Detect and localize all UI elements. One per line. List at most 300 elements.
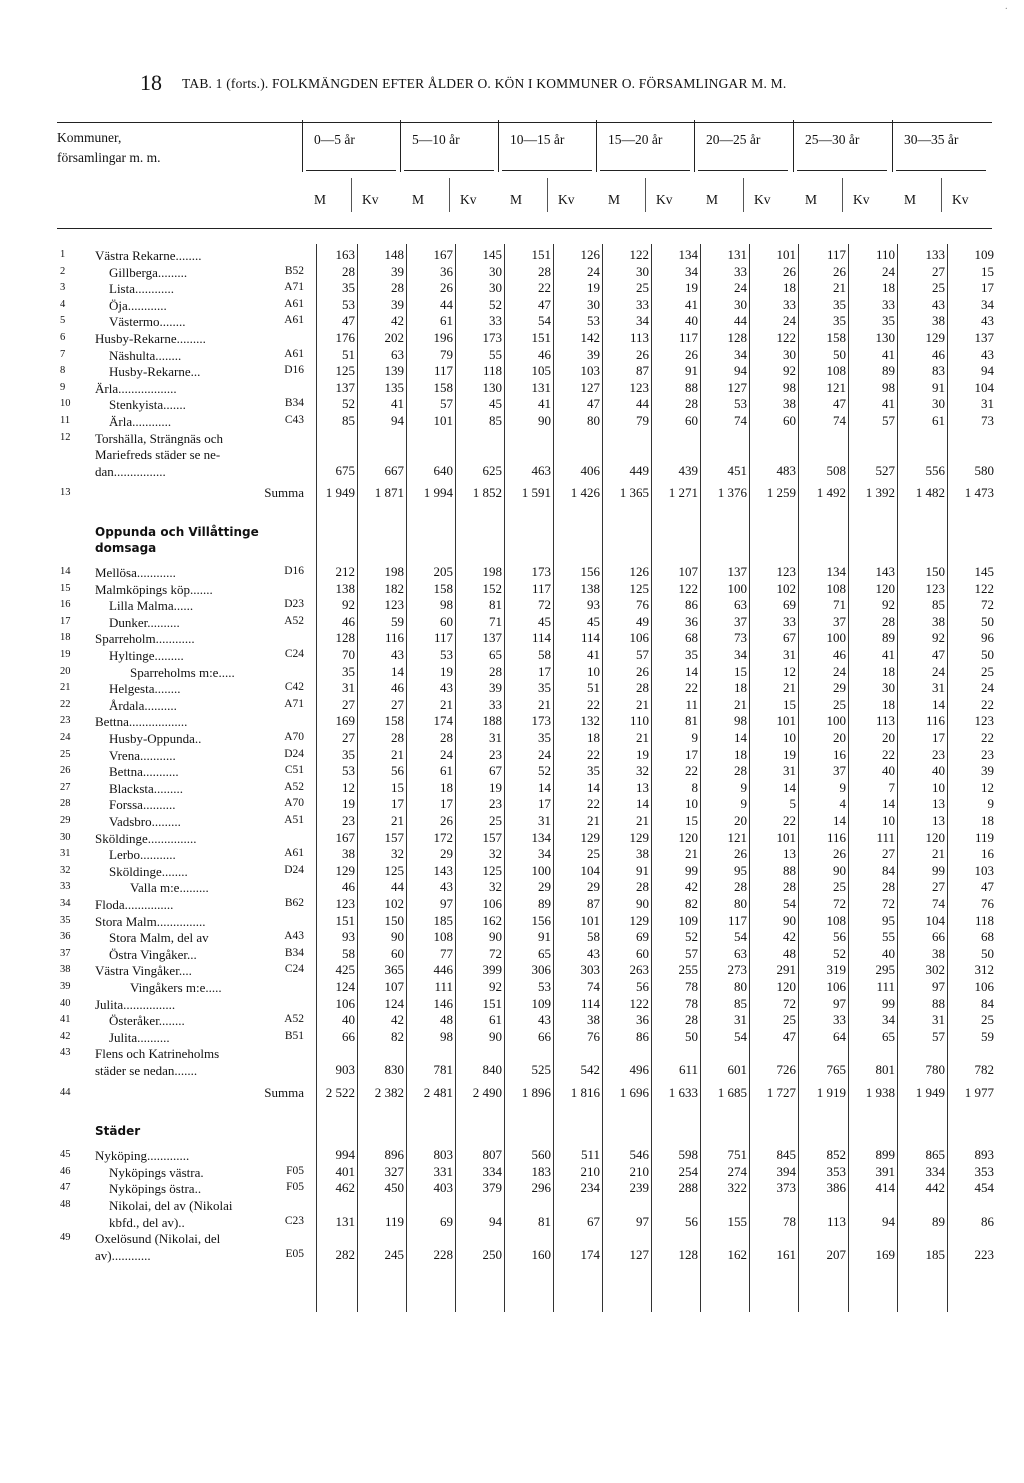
value-cell-m: 15 [734,663,747,679]
value-cell-kv: 28 [882,879,895,895]
value-cell-m: 114 [531,630,551,646]
value-cell-kv: 51 [587,680,600,696]
parish-code: A61 [284,347,304,360]
value-cell-kv: 39 [391,263,404,279]
value-cell-kv: 50 [981,613,994,629]
value-cell-m: 97 [932,979,945,994]
value-cell-m: 108 [826,580,846,596]
value-cell-kv: 234 [580,1180,600,1196]
row-number: 35 [60,914,71,926]
header-divider [892,120,893,172]
row-label: Blacksta......... [109,780,184,796]
value-cell-m: 106 [335,995,355,1011]
value-cell-kv: 399 [482,962,502,978]
row-label: Flens och Katrineholms [95,1046,220,1062]
value-cell-m: 61 [440,763,453,779]
value-cell-kv: 24 [783,313,796,329]
value-cell-m: 462 [335,1180,355,1196]
value-cell-m: 35 [342,746,355,762]
value-cell-m: 38 [932,613,945,629]
value-cell-m: 1 591 [521,485,551,501]
value-cell-m: 449 [629,462,649,478]
value-cell-kv: 169 [875,1246,895,1262]
value-cell-m: 640 [433,462,453,478]
value-cell-kv: 527 [875,462,895,478]
value-cell-kv: 47 [981,879,994,895]
value-cell-kv: 28 [882,613,895,629]
value-cell-kv: 174 [580,1246,600,1262]
value-cell-m: 14 [932,696,945,712]
value-cell-m: 21 [734,696,747,712]
value-cell-m: 306 [531,962,551,978]
row-number: 23 [60,715,71,727]
value-cell-kv: 106 [482,896,502,911]
value-cell-m: 122 [629,247,649,262]
value-cell-m: 31 [932,1012,945,1028]
value-cell-m: 31 [538,813,551,828]
row-label: Årdala.......... [109,697,177,713]
value-cell-m: 21 [932,846,945,862]
value-cell-kv: 72 [882,896,895,911]
value-cell-kv: 19 [783,746,796,762]
parish-code: F05 [286,1164,304,1177]
value-cell-kv: 782 [974,1062,994,1077]
value-cell-m: 101 [433,413,453,428]
row-number: 33 [60,881,71,893]
value-cell-kv: 55 [882,929,895,945]
value-cell-kv: 98 [882,379,895,395]
value-cell-m: 86 [636,1028,649,1044]
value-cell-kv: 198 [384,564,404,579]
row-number: 29 [60,815,71,826]
value-cell-m: 496 [629,1062,649,1077]
value-cell-m: 92 [932,630,945,646]
section-heading [95,524,259,556]
value-cell-m: 17 [440,796,453,812]
value-cell-m: 111 [434,979,453,994]
value-cell-m: 56 [636,979,649,994]
parish-code: D16 [284,565,304,577]
value-cell-m: 54 [734,929,747,945]
row-number: 20 [60,665,71,677]
value-cell-m: 71 [833,597,846,613]
value-cell-m: 25 [833,879,846,895]
sex-divider [842,178,843,212]
value-cell-m: 83 [932,363,945,379]
value-cell-kv: 13 [783,846,796,862]
value-cell-m: 150 [925,564,945,579]
value-cell-m: 46 [932,346,945,362]
value-cell-kv: 667 [384,462,404,478]
sex-divider [351,178,352,212]
value-cell-kv: 156 [580,564,600,579]
value-cell-m: 90 [636,896,649,911]
value-cell-m: 865 [925,1147,945,1163]
value-cell-m: 35 [538,680,551,696]
value-cell-m: 273 [727,962,747,978]
value-cell-m: 109 [531,995,551,1011]
row-header [57,128,160,168]
value-cell-m: 27 [932,879,945,895]
value-cell-kv: 76 [981,896,994,911]
parish-code: A71 [284,281,304,294]
value-cell-m: 127 [629,1246,649,1262]
value-cell-m: 302 [925,962,945,978]
value-cell-m: 2 481 [423,1084,453,1100]
value-cell-kv: 132 [580,713,600,729]
value-cell-kv: 123 [974,713,994,729]
value-cell-m: 85 [734,995,747,1011]
value-cell-m: 22 [538,280,551,296]
value-cell-kv: 254 [678,1163,698,1179]
parish-code: B51 [284,1029,304,1042]
row-label-continuation: städer se nedan....... [95,1063,198,1078]
value-cell-kv: 135 [384,379,404,395]
value-cell-kv: 128 [678,1246,698,1262]
value-cell-m: 93 [342,929,355,945]
value-cell-kv: 99 [882,995,895,1011]
value-cell-kv: 198 [482,564,502,579]
value-cell-kv: 134 [678,247,698,262]
value-cell-m: 28 [636,879,649,895]
parish-code: C24 [284,963,304,976]
parish-code: D23 [284,598,304,611]
value-cell-m: 95 [734,862,747,878]
value-cell-kv: 35 [685,647,698,662]
row-number: 45 [60,1149,71,1161]
row-label: Stora Malm, del av [109,930,209,946]
value-cell-m: 117 [826,247,846,262]
value-cell-kv: 114 [580,630,600,646]
value-cell-kv: 27 [882,846,895,862]
value-cell-m: 129 [629,912,649,928]
value-cell-m: 100 [826,713,846,729]
value-cell-kv: 14 [783,779,796,795]
value-cell-m: 91 [932,379,945,395]
value-cell-kv: 145 [482,247,502,262]
value-cell-m: 98 [440,1028,453,1044]
value-cell-m: 46 [342,879,355,895]
row-number: 42 [60,1030,71,1042]
row-number: 25 [60,748,71,760]
value-cell-kv: 17 [685,746,698,762]
value-cell-kv: 38 [783,396,796,412]
value-cell-m: 24 [734,280,747,296]
value-cell-m: 37 [833,763,846,779]
value-cell-kv: 21 [685,846,698,862]
value-cell-kv: 60 [391,945,404,961]
value-cell-m: 212 [335,564,355,579]
value-cell-kv: 130 [875,330,895,345]
value-cell-kv: 12 [981,779,994,795]
value-cell-kv: 118 [974,912,994,928]
value-cell-kv: 334 [482,1163,502,1179]
row-number: 9 [60,381,66,393]
value-cell-kv: 5 [789,796,796,812]
row-label: Bettna.................. [95,714,188,730]
value-cell-m: 1 365 [619,485,649,501]
value-cell-kv: 72 [783,995,796,1011]
value-cell-kv: 801 [875,1062,895,1077]
row-label: Västra Vingåker.... [95,963,192,979]
value-cell-kv: 104 [974,379,994,395]
value-cell-kv: 9 [691,730,698,745]
value-cell-m: 163 [335,247,355,262]
value-cell-kv: 162 [482,912,502,928]
value-cell-kv: 28 [685,396,698,412]
row-label: Ärla.................. [95,380,177,396]
value-cell-kv: 598 [678,1147,698,1163]
parish-code: F05 [286,1181,304,1194]
value-cell-m: 48 [440,1012,453,1028]
value-cell-kv: 511 [580,1147,600,1163]
row-number: 16 [60,599,71,611]
row-label: Nyköping............. [95,1148,190,1164]
value-cell-m: 79 [440,346,453,362]
parish-code: D24 [284,747,304,760]
value-cell-kv: 41 [685,296,698,312]
value-cell-kv: 7 [888,779,895,795]
value-cell-m: 90 [833,862,846,878]
value-cell-kv: 124 [384,995,404,1011]
value-cell-kv: 33 [783,296,796,312]
value-cell-m: 65 [538,945,551,961]
value-cell-kv: 139 [384,363,404,379]
value-cell-m: 173 [531,713,551,729]
value-cell-m: 17 [932,730,945,745]
value-cell-m: 2 522 [325,1084,355,1100]
value-cell-m: 129 [629,829,649,845]
value-cell-kv: 291 [776,962,796,978]
value-cell-kv: 31 [783,763,796,779]
value-cell-m: 43 [440,680,453,696]
sex-header-m: M [904,192,917,207]
value-cell-kv: 43 [981,346,994,362]
value-cell-kv: 1 271 [668,485,698,501]
sex-header-m: M [314,192,327,207]
value-cell-kv: 68 [685,630,698,646]
value-cell-kv: 94 [391,413,404,428]
header-divider [498,120,499,172]
row-label: Dunker.......... [109,614,180,630]
value-cell-m: 446 [433,962,453,978]
value-cell-kv: 23 [489,796,502,812]
row-number: 24 [60,732,71,743]
value-cell-m: 31 [932,680,945,696]
scan-mark: · [1004,4,1008,15]
row-number: 14 [60,566,71,577]
value-cell-kv: 72 [981,597,994,613]
value-cell-m: 33 [636,296,649,312]
value-cell-m: 47 [342,313,355,329]
parish-code: A61 [284,314,304,327]
value-cell-kv: 893 [974,1147,994,1163]
value-cell-kv: 67 [587,1213,600,1229]
value-cell-m: 675 [335,462,355,478]
value-cell-m: 117 [433,363,453,379]
row-number: 48 [60,1199,71,1210]
value-cell-kv: 78 [685,995,698,1011]
age-group-rule [600,170,690,171]
value-cell-kv: 365 [384,962,404,978]
value-cell-kv: 59 [981,1028,994,1044]
value-cell-m: 120 [925,829,945,845]
parish-code: C23 [284,1214,304,1227]
value-cell-m: 117 [433,630,453,646]
row-number: 34 [60,898,71,909]
value-cell-kv: 12 [783,663,796,679]
value-cell-m: 85 [342,413,355,428]
sex-header-m: M [608,192,621,207]
value-cell-m: 425 [335,962,355,978]
value-cell-m: 21 [440,696,453,712]
value-cell-kv: 406 [580,462,600,478]
value-cell-kv: 53 [587,313,600,329]
value-cell-kv: 14 [685,663,698,679]
value-cell-kv: 896 [384,1147,404,1163]
value-cell-m: 126 [629,564,649,579]
value-cell-kv: 22 [587,696,600,712]
value-cell-m: 37 [734,613,747,629]
value-cell-m: 54 [538,313,551,329]
row-number: 1 [60,249,66,260]
value-cell-m: 46 [538,346,551,362]
value-cell-kv: 111 [876,979,895,994]
row-label: Gillberga......... [109,264,188,280]
value-cell-m: 296 [531,1180,551,1196]
value-cell-m: 106 [826,979,846,994]
value-cell-m: 91 [538,929,551,945]
value-cell-m: 123 [335,896,355,911]
value-cell-m: 26 [833,263,846,279]
value-cell-m: 63 [734,945,747,961]
value-cell-m: 151 [335,912,355,928]
value-cell-m: 123 [629,379,649,395]
parish-code: B52 [284,264,304,277]
value-cell-kv: 18 [882,663,895,679]
value-cell-kv: 150 [384,912,404,928]
value-cell-kv: 122 [776,330,796,345]
value-cell-m: 51 [342,346,355,362]
value-cell-m: 100 [531,862,551,878]
value-cell-kv: 41 [587,647,600,662]
value-cell-m: 25 [833,696,846,712]
value-cell-kv: 157 [384,829,404,845]
value-cell-m: 173 [531,564,551,579]
sex-header-m: M [510,192,523,207]
row-number: 13 [60,487,71,499]
section-heading [95,1123,140,1139]
value-cell-kv: 109 [678,912,698,928]
value-cell-m: 94 [734,363,747,379]
value-cell-kv: 86 [981,1213,994,1229]
value-cell-m: 23 [342,813,355,828]
value-cell-kv: 21 [783,680,796,696]
value-cell-m: 53 [538,979,551,994]
value-cell-kv: 48 [783,945,796,961]
value-cell-m: 36 [440,263,453,279]
value-cell-kv: 14 [882,796,895,812]
value-cell-kv: 43 [587,945,600,961]
value-cell-m: 21 [538,696,551,712]
value-cell-kv: 138 [580,580,600,596]
row-label: Nyköpings västra. [109,1164,204,1180]
row-label: Östra Vingåker... [109,946,197,962]
row-label: Nikolai, del av (Nikolai [109,1198,233,1213]
value-cell-kv: 143 [875,564,895,579]
value-cell-kv: 25 [587,846,600,862]
sex-header-kv: Kv [853,192,870,207]
value-cell-kv: 1 426 [570,485,600,501]
value-cell-m: 9 [740,779,747,795]
value-cell-kv: 1 977 [964,1084,994,1100]
value-cell-kv: 28 [391,280,404,296]
value-cell-m: 117 [727,912,747,928]
row-label: Julita................ [95,996,176,1012]
value-cell-kv: 142 [580,330,600,345]
value-cell-kv: 35 [587,763,600,779]
value-cell-kv: 91 [685,363,698,379]
value-cell-kv: 44 [391,879,404,895]
value-cell-kv: 63 [391,346,404,362]
value-cell-kv: 182 [384,580,404,596]
value-cell-kv: 50 [981,647,994,662]
value-cell-kv: 125 [482,862,502,878]
value-cell-m: 138 [335,580,355,596]
value-cell-kv: 158 [384,713,404,729]
value-cell-kv: 81 [489,597,502,613]
value-cell-kv: 2 382 [374,1084,404,1100]
value-cell-kv: 34 [882,1012,895,1028]
value-cell-m: 69 [440,1213,453,1229]
value-cell-m: 97 [636,1213,649,1229]
sex-header-m: M [706,192,719,207]
age-group-rule [404,170,494,171]
value-cell-m: 43 [932,296,945,312]
row-number: 43 [60,1047,71,1059]
value-cell-m: 34 [538,846,551,862]
value-cell-kv: 78 [685,979,698,994]
value-cell-kv: 19 [587,280,600,296]
value-cell-kv: 101 [580,912,600,928]
row-label: Ärla............ [109,414,172,429]
value-cell-m: 60 [440,613,453,629]
value-cell-kv: 18 [882,280,895,296]
value-cell-m: 28 [734,879,747,895]
value-cell-kv: 30 [783,346,796,362]
age-group-header: 20—25 år [706,132,761,147]
age-group-rule [502,170,592,171]
value-cell-m: 185 [433,912,453,928]
value-cell-m: 21 [636,730,649,745]
value-cell-kv: 52 [685,929,698,945]
value-cell-kv: 830 [384,1062,404,1077]
value-cell-kv: 119 [384,1213,404,1229]
value-cell-kv: 19 [685,280,698,296]
value-cell-m: 27 [342,696,355,712]
value-cell-m: 1 685 [717,1084,747,1100]
summa-label: Summa [264,1084,304,1100]
value-cell-kv: 24 [882,263,895,279]
value-cell-m: 85 [932,597,945,613]
value-cell-kv: 58 [587,929,600,945]
value-cell-m: 50 [833,346,846,362]
value-cell-kv: 29 [587,879,600,895]
sex-divider [941,178,942,212]
value-cell-kv: 31 [783,647,796,662]
value-cell-m: 128 [335,630,355,646]
value-cell-kv: 30 [489,263,502,279]
